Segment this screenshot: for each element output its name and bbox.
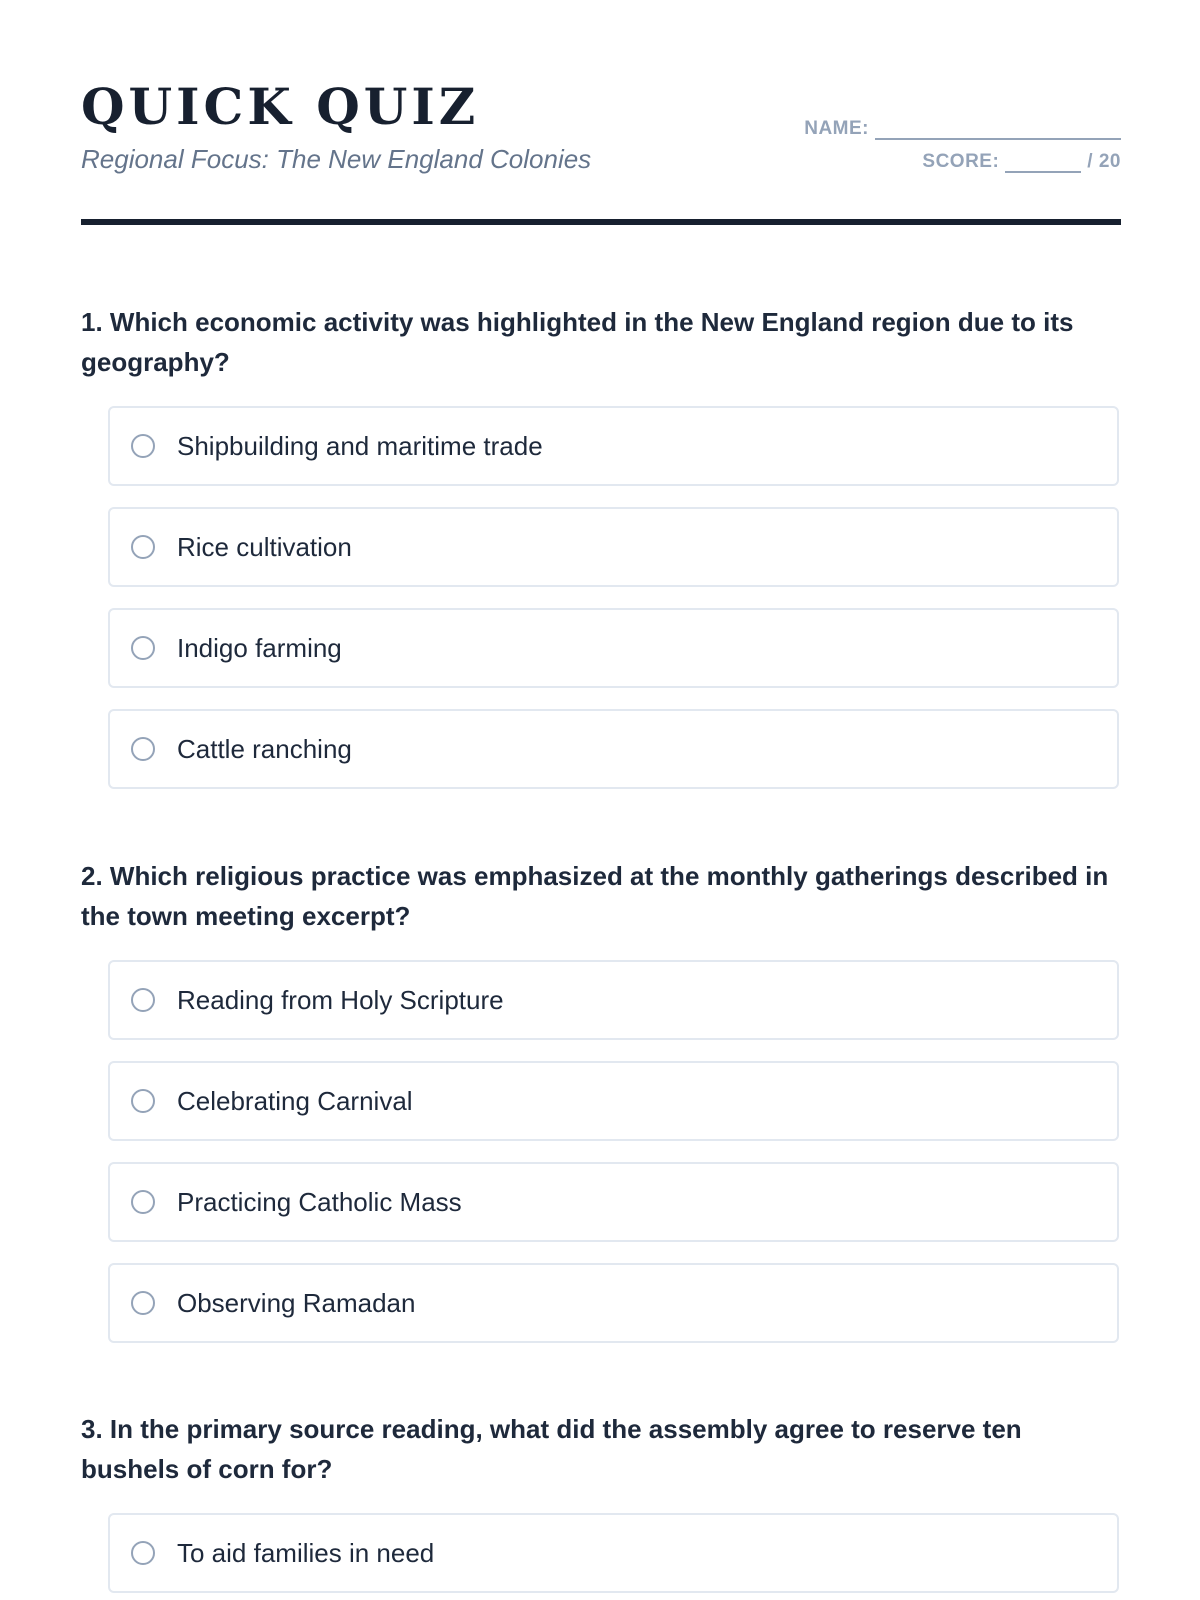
header-divider [81,219,1121,225]
quiz-header [81,0,1121,226]
radio-circle-icon[interactable] [131,1190,155,1214]
quiz-subtitle: Regional Focus: The New England Colonies [81,144,592,174]
answer-label: To aid families in need [177,1538,435,1568]
radio-circle-icon[interactable] [131,1291,155,1315]
radio-circle-icon[interactable] [131,1541,155,1565]
answer-option[interactable] [108,1263,1119,1343]
answer-option[interactable] [108,608,1119,688]
name-label: NAME: [804,118,869,139]
answer-label: Indigo farming [177,633,342,663]
student-meta [804,120,1121,186]
radio-circle-icon[interactable] [131,988,155,1012]
score-blank[interactable] [1005,155,1081,173]
score-row [804,153,1121,173]
answer-option[interactable] [108,507,1119,587]
score-total: / 20 [1087,151,1121,172]
answer-options [81,1513,1121,1593]
radio-circle-icon[interactable] [131,636,155,660]
answer-label: Cattle ranching [177,734,352,764]
radio-circle-icon[interactable] [131,1089,155,1113]
answer-label: Shipbuilding and maritime trade [177,431,543,461]
question-text: 2. Which religious practice was emphasized at the monthly gatherings described in the town meeting excerpt? [81,861,1109,931]
score-label: SCORE: [922,151,1000,172]
answer-option[interactable] [108,1162,1119,1242]
radio-circle-icon[interactable] [131,434,155,458]
question-3 [81,1409,1121,1593]
answer-label: Practicing Catholic Mass [177,1187,462,1217]
answer-label: Reading from Holy Scripture [177,985,504,1015]
answer-options [81,960,1121,1343]
name-blank[interactable] [875,122,1121,140]
radio-circle-icon[interactable] [131,737,155,761]
quiz-title: QUICK QUIZ [81,77,480,136]
answer-label: Observing Ramadan [177,1288,416,1318]
question-text: 3. In the primary source reading, what did the assembly agree to reserve ten bushels of corn for? [81,1414,1022,1484]
answer-label: Rice cultivation [177,532,352,562]
question-1 [81,302,1121,789]
answer-options [81,406,1121,789]
answer-option[interactable] [108,1513,1119,1593]
name-row [804,120,1121,140]
answer-option[interactable] [108,406,1119,486]
radio-circle-icon[interactable] [131,535,155,559]
answer-option[interactable] [108,709,1119,789]
answer-label: Celebrating Carnival [177,1086,413,1116]
quiz-page [81,0,1121,1568]
question-text: 1. Which economic activity was highlighted in the New England region due to its geography? [81,307,1074,377]
answer-option[interactable] [108,1061,1119,1141]
question-2 [81,856,1121,1343]
answer-option[interactable] [108,960,1119,1040]
